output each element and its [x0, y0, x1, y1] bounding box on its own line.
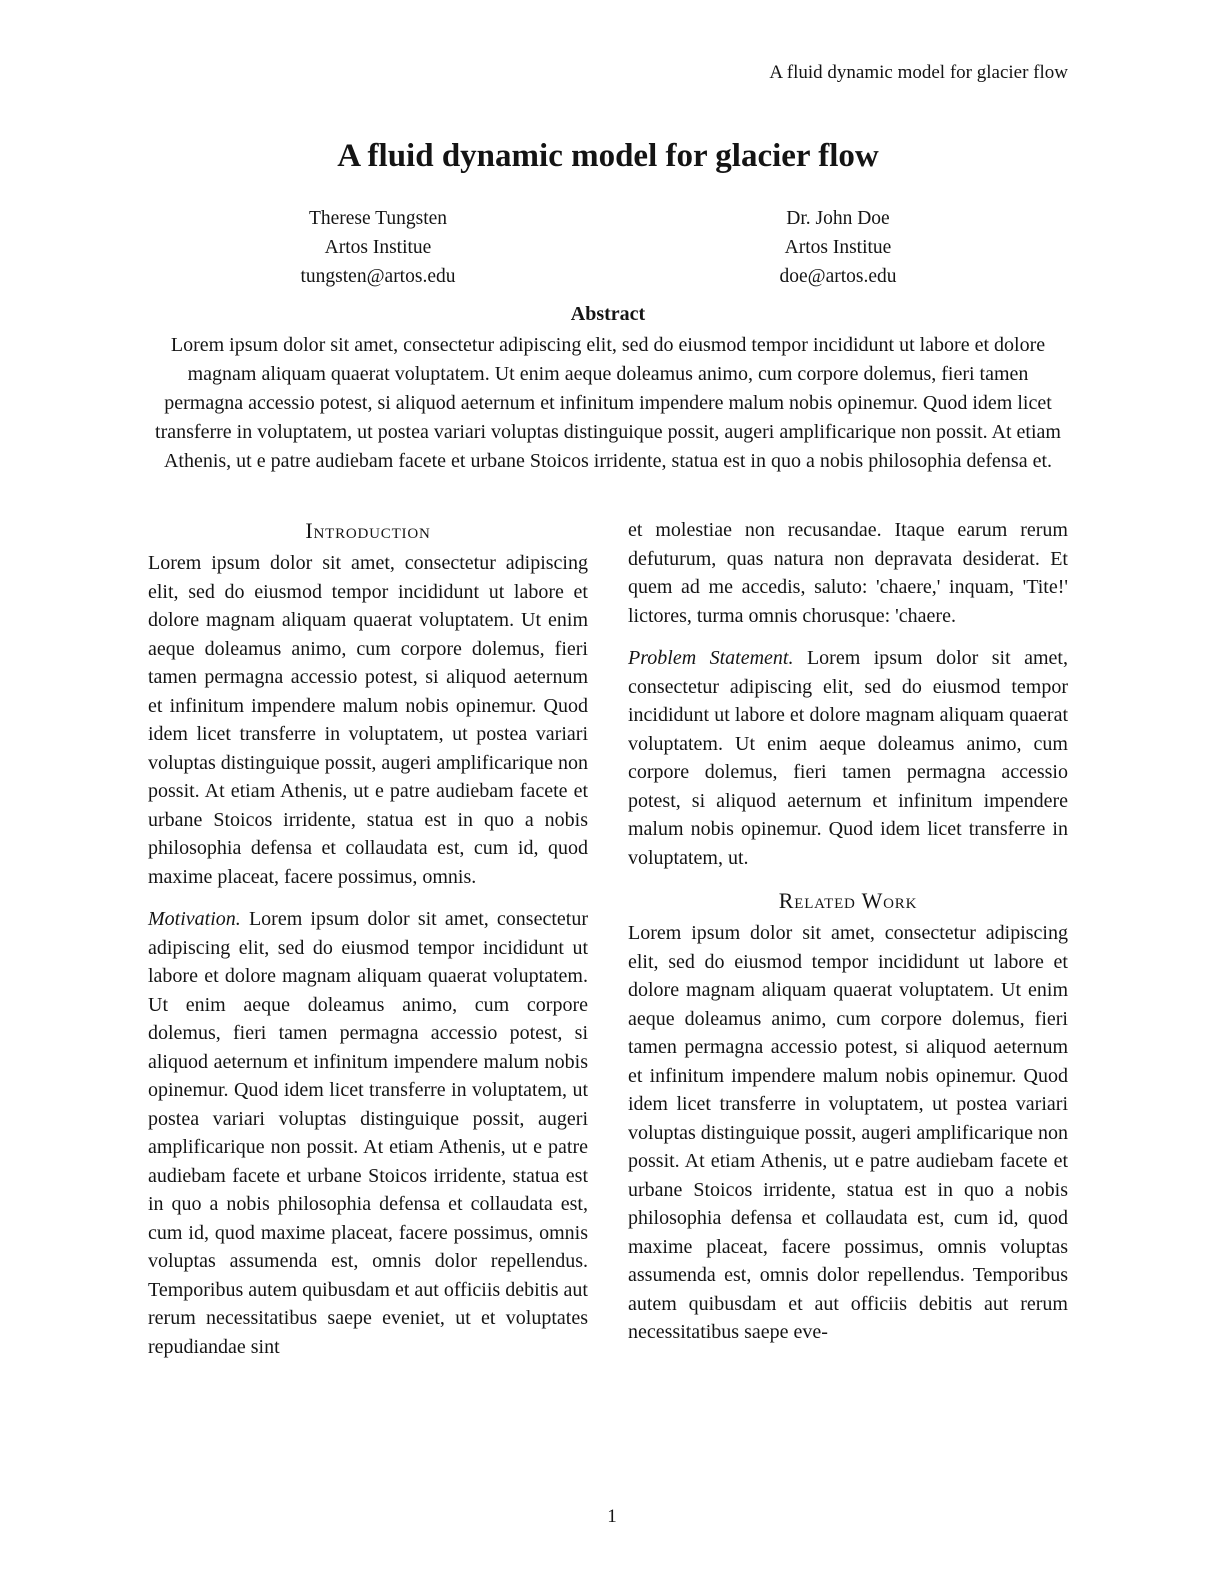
author-right — [608, 204, 1068, 291]
motivation-lead: Motivation. — [148, 908, 241, 930]
section-heading-related-work: Related Work — [778, 888, 918, 913]
introduction-paragraph: Lorem ipsum dolor sit amet, consectetur adipiscing elit, sed do eiusmod tempor incididunt ut labore et dolore magnam aliquam quaerat voluptatem. Ut enim aeque doleamus animo, cum corpore dolemus, fieri tamen permagna accessio potest, si aliquod aeternum et infinitum impendere malum nobis opinemur. Quod idem licet transferre in voluptatem, ut postea variari voluptas distinguique possit, augeri amplificarique non possit. At etiam Athenis, ut e patre audiebam facete et urbane Stoicos irridente, statua est in quo a nobis philosophia defensa et collaudata est, cum id, quod maxime placeat, facere possimus, omnis. — [148, 552, 588, 888]
problem-statement-paragraph — [628, 644, 1068, 872]
abstract-heading: Abstract — [570, 303, 646, 325]
motivation-text: Lorem ipsum dolor sit amet, consectetur adipiscing elit, sed do eiusmod tempor incididunt ut labore et dolore magnam aliquam quaerat voluptatem. Ut enim aeque doleamus animo, cum corpore dolemus, fieri tamen permagna accessio potest, si aliquod aeternum et infinitum impendere malum nobis opinemur. Quod idem licet transferre in voluptatem, ut postea variari voluptas distinguique possit, augeri amplificarique non possit. At etiam Athenis, ut e patre audiebam facete et urbane Stoicos irridente, statua est in quo a nobis philosophia defensa et collaudata est, cum id, quod maxime placeat, facere possimus, omnis voluptas assumenda est, omnis dolor repellendus. Temporibus autem quibusdam et aut officiis debitis aut rerum necessitatibus saepe eveniet, ut et voluptates repudiandae sint — [148, 908, 588, 1358]
abstract-section — [148, 301, 1068, 476]
section-heading-introduction: Introduction — [305, 518, 431, 543]
page-number: 1 — [607, 1506, 617, 1527]
author-block — [148, 204, 1068, 291]
problem-statement-text: Lorem ipsum dolor sit amet, consectetur adipiscing elit, sed do eiusmod tempor incididunt ut labore et dolore magnam aliquam quaerat voluptatem. Ut enim aeque doleamus animo, cum corpore dolemus, fieri tamen permagna accessio potest, si aliquod aeternum et infinitum impendere malum nobis opinemur. Quod idem licet transferre in voluptatem, ut. — [628, 647, 1068, 869]
abstract-text: Lorem ipsum dolor sit amet, consectetur adipiscing elit, sed do eiusmod tempor incididunt ut labore et dolore magnam aliquam quaerat voluptatem. Ut enim aeque doleamus animo, cum corpore dolemus, fieri tamen permagna accessio potest, si aliquod aeternum et infinitum impendere malum nobis opinemur. Quod idem licet transferre in voluptatem, ut postea variari voluptas distinguique possit, augeri amplificarique non possit. At etiam Athenis, ut e patre audiebam facete et urbane Stoicos irridente, statua est in quo a nobis philosophia defensa et. — [155, 334, 1061, 472]
related-work-paragraph: Lorem ipsum dolor sit amet, consectetur adipiscing elit, sed do eiusmod tempor incididunt ut labore et dolore magnam aliquam quaerat voluptatem. Ut enim aeque doleamus animo, cum corpore dolemus, fieri tamen permagna accessio potest, si aliquod aeternum et infinitum impendere malum nobis opinemur. Quod idem licet transferre in voluptatem, ut postea variari voluptas distinguique possit, augeri amplificarique non possit. At etiam Athenis, ut e patre audiebam facete et urbane Stoicos irridente, statua est in quo a nobis philosophia defensa et collaudata est, cum id, quod maxime placeat, facere possimus, omnis voluptas assumenda est, omnis dolor repellendus. Temporibus autem quibusdam et aut officiis debitis aut rerum necessitatibus saepe eve- — [628, 922, 1068, 1343]
running-head: A fluid dynamic model for glacier flow — [769, 62, 1068, 83]
body-columns — [148, 516, 1068, 1375]
author-name: Therese Tungsten — [308, 208, 448, 229]
author-affiliation: Artos Institue — [784, 237, 892, 258]
motivation-paragraph — [148, 905, 588, 1361]
author-name: Dr. John Doe — [786, 208, 890, 229]
right-column — [628, 516, 1068, 1375]
author-left — [148, 204, 608, 291]
left-column — [148, 516, 588, 1375]
author-email: tungsten@artos.edu — [300, 266, 456, 287]
motivation-paragraph-continued: et molestiae non recusandae. Itaque earum rerum defuturum, quas natura non depravata desiderat. Et quem ad me accedis, saluto: 'chaere,' inquam, 'Tite!' lictores, turma omnis chorusque: 'chaere. — [628, 519, 1068, 627]
author-affiliation: Artos Institue — [324, 237, 432, 258]
problem-statement-lead: Problem Statement. — [628, 647, 794, 669]
paper-title: A fluid dynamic model for glacier flow — [337, 138, 879, 174]
author-email: doe@artos.edu — [779, 266, 897, 287]
